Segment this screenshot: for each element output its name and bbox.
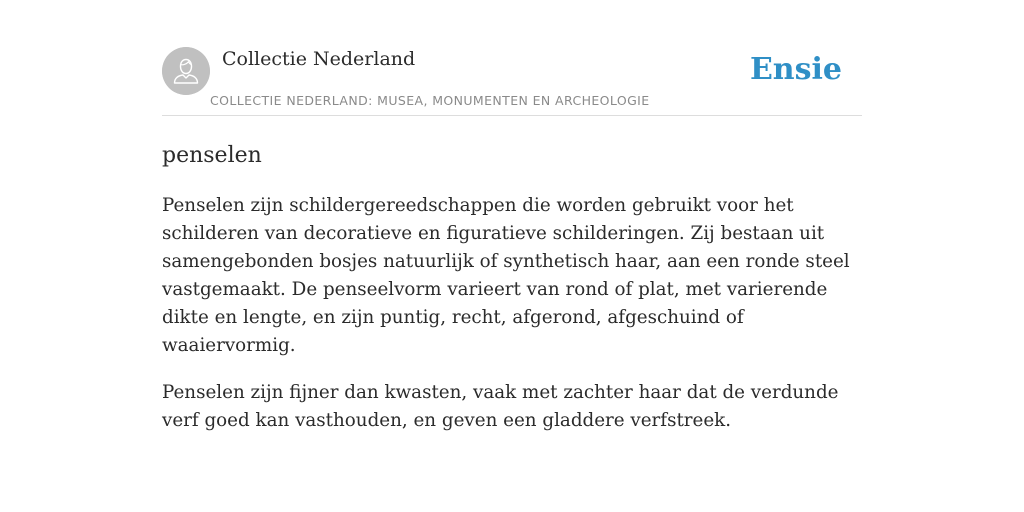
entry-paragraph: Penselen zijn fijner dan kwasten, vaak met zachter haar dat de verdunde verf goed kan vasthouden, en geven een gladdere verfstreek. bbox=[162, 382, 839, 431]
author-name[interactable]: Collectie Nederland bbox=[222, 48, 416, 70]
entry-card bbox=[162, 44, 862, 454]
user-placeholder-icon bbox=[162, 47, 210, 95]
avatar bbox=[162, 47, 210, 95]
brand-logo[interactable]: Ensie bbox=[749, 52, 842, 87]
author-subtitle: COLLECTIE NEDERLAND: MUSEA, MONUMENTEN EN ARCHEOLOGIE bbox=[210, 93, 650, 108]
entry-body bbox=[162, 192, 862, 435]
entry-header bbox=[162, 44, 862, 116]
entry-term: penselen bbox=[162, 143, 262, 168]
entry-paragraph: Penselen zijn schildergereedschappen die worden gebruikt voor het schilderen van decoratieve en figuratieve schilderingen. Zij bestaan uit samengebonden bosjes natuurlijk of synthetisch haar, aan een ronde steel vastgemaakt. De penseelvorm varieert van rond of plat, met varierende dikte en lengte, en zijn puntig, recht, afgerond, afgeschuind of waaiervormig. bbox=[162, 195, 850, 356]
